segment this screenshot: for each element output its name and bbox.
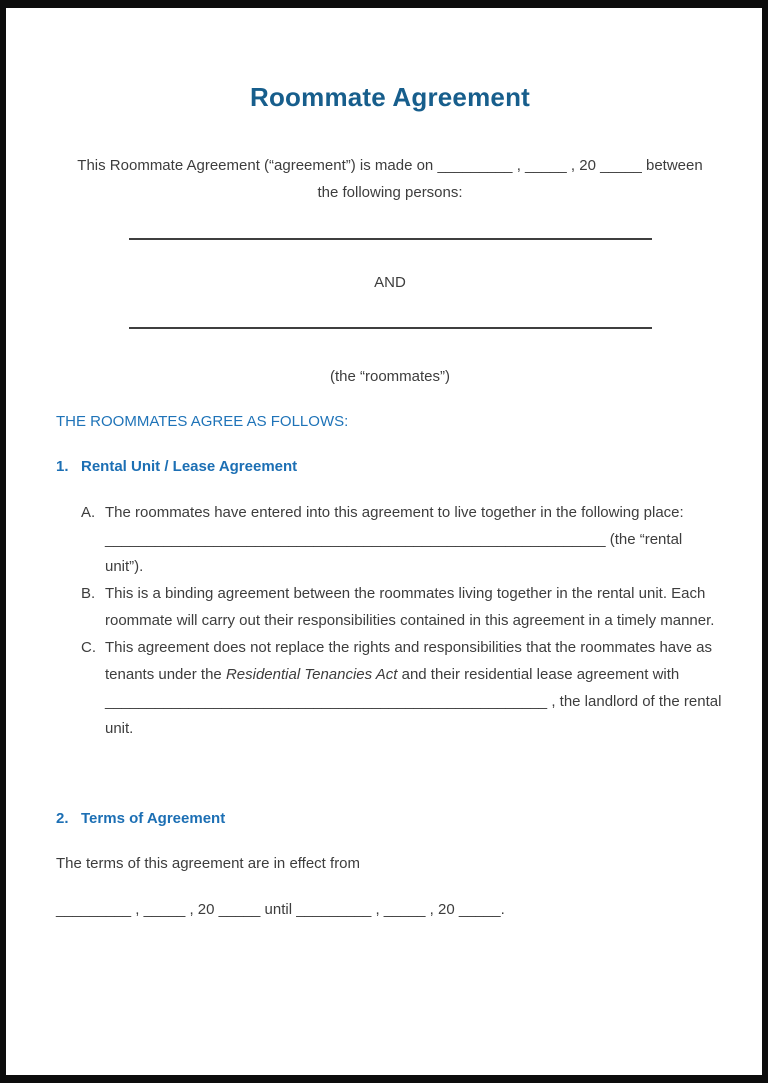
and-label: AND: [374, 274, 406, 291]
section-1-title: Rental Unit / Lease Agreement: [81, 458, 298, 475]
terms-dates-line: _________ , _____ , 20 _____ until _________ , _____ , 20 _____.: [56, 901, 505, 918]
item-c-act-name: Residential Tenancies Act: [225, 666, 398, 683]
item-a-blank-line: ____________________________________________________________: [105, 531, 606, 548]
item-a-part-2: (the “rental unit”).: [105, 531, 683, 575]
list-item-b: [81, 580, 724, 634]
agree-heading: THE ROOMMATES AGREE AS FOLLOWS:: [56, 413, 349, 430]
item-a-text: [105, 499, 724, 580]
item-c-blank-line: _____________________________________________________: [105, 693, 548, 710]
section-2-title: Terms of Agreement: [81, 810, 226, 827]
item-a-part-1: The roommates have entered into this agreement to live together in the following place:: [105, 504, 684, 521]
roommates-caption: (the “roommates”): [329, 368, 451, 385]
item-b-label: B.: [81, 585, 96, 602]
item-c-part-1: This agreement does not replace the rights and responsibilities that the roommates have as tenants under the: [105, 639, 713, 683]
list-item-c: [81, 634, 724, 742]
section-1-items: [56, 499, 724, 742]
terms-paragraph: The terms of this agreement are in effect from: [56, 855, 361, 872]
intro-line-2: the following persons:: [317, 184, 463, 201]
item-c-text: [105, 634, 724, 742]
section-1-number: 1.: [56, 458, 69, 475]
roommate-name-line-1: [129, 238, 652, 240]
document-title: Roommate Agreement: [249, 82, 531, 112]
intro-paragraph: [56, 152, 724, 206]
section-2-heading: [56, 805, 724, 832]
item-c-part-2: and their residential lease agreement with: [397, 666, 680, 683]
roommate-name-line-2: [129, 327, 652, 329]
section-2-number: 2.: [56, 810, 69, 827]
item-a-label: A.: [81, 504, 96, 521]
item-b-text: This is a binding agreement between the roommates living together in the rental unit. Each roommate will carry out their responsibilities contained in this agreement in a timely manner.: [105, 585, 715, 629]
list-item-a: [81, 499, 724, 580]
document-content: [6, 82, 762, 1083]
section-1-heading: [56, 453, 724, 480]
item-c-part-3: , the landlord of the rental unit.: [105, 693, 722, 737]
intro-line-1: This Roommate Agreement (“agreement”) is made on _________ , _____ , 20 _____ between: [77, 157, 703, 174]
item-c-label: C.: [81, 639, 96, 656]
